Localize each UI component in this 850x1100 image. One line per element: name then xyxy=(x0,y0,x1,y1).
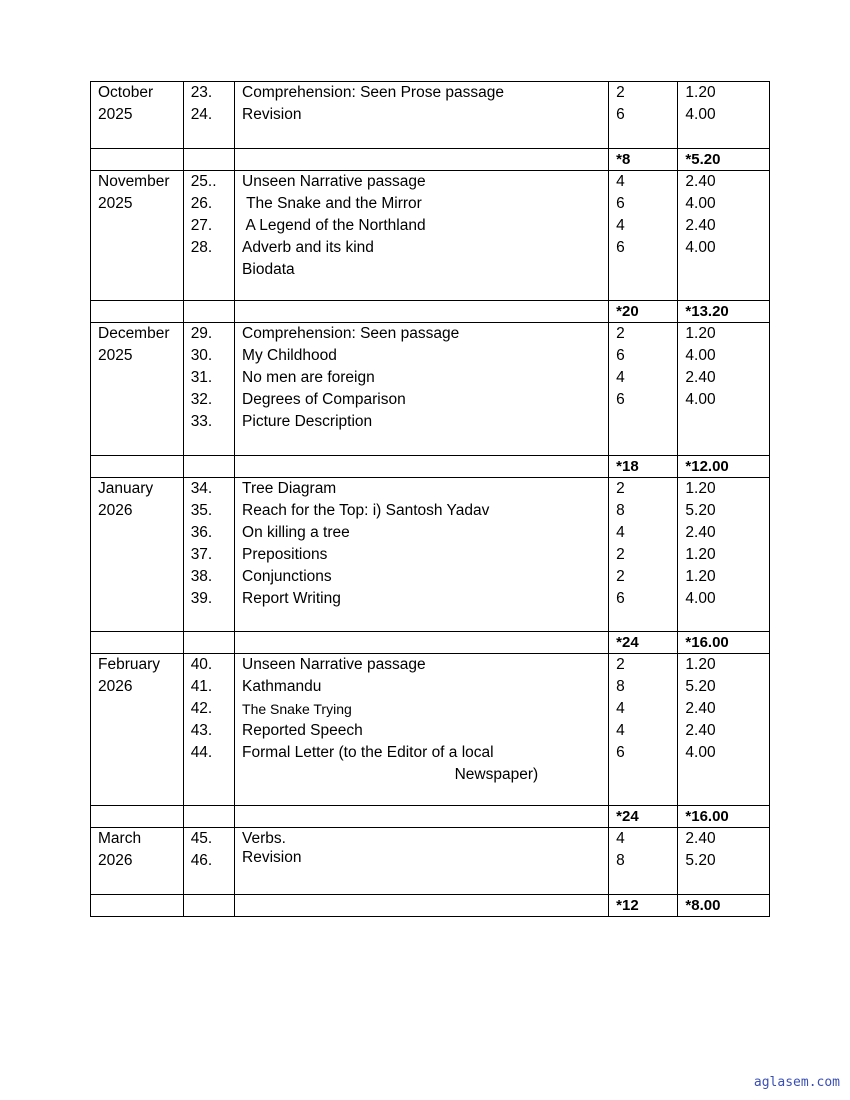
total-marks: *12.00 xyxy=(678,456,770,478)
number-cell: 29. 30. 31. 32. 33. xyxy=(183,323,234,456)
number-cell: 45. 46. xyxy=(183,828,234,895)
periods-cell: 2 8 4 2 2 6 xyxy=(609,478,678,632)
total-periods: *8 xyxy=(609,149,678,171)
syllabus-table xyxy=(90,81,770,917)
marks-cell: 2.40 4.00 2.40 4.00 xyxy=(678,171,770,301)
total-periods: *18 xyxy=(609,456,678,478)
total-periods: *24 xyxy=(609,632,678,654)
month-cell: October 2025 xyxy=(91,82,184,149)
topic-cell: Unseen Narrative passage Kathmandu The Snake Trying Reported Speech Formal Letter (to the Editor of a local Newspaper) xyxy=(235,654,609,806)
month-cell: March 2026 xyxy=(91,828,184,895)
month-cell: February 2026 xyxy=(91,654,184,806)
periods-cell: 4 8 xyxy=(609,828,678,895)
total-marks: *16.00 xyxy=(678,632,770,654)
total-periods: *12 xyxy=(609,895,678,917)
periods-cell: 2 6 xyxy=(609,82,678,149)
month-row-january xyxy=(91,478,770,632)
topic-cell: Unseen Narrative passage The Snake and the Mirror A Legend of the Northland Adverb and its kind Biodata xyxy=(235,171,609,301)
total-row-december xyxy=(91,456,770,478)
number-cell: 23. 24. xyxy=(183,82,234,149)
total-periods: *20 xyxy=(609,301,678,323)
marks-cell: 2.40 5.20 xyxy=(678,828,770,895)
periods-cell: 2 8 4 4 6 xyxy=(609,654,678,806)
footer-watermark: aglasem.com xyxy=(753,1075,840,1090)
month-cell: January 2026 xyxy=(91,478,184,632)
total-marks: *13.20 xyxy=(678,301,770,323)
periods-cell: 2 6 4 6 xyxy=(609,323,678,456)
month-cell: November 2025 xyxy=(91,171,184,301)
total-row-february xyxy=(91,806,770,828)
number-cell: 40. 41. 42. 43. 44. xyxy=(183,654,234,806)
month-row-february xyxy=(91,654,770,806)
month-row-november xyxy=(91,171,770,301)
total-row-november xyxy=(91,301,770,323)
marks-cell: 1.20 5.20 2.40 1.20 1.20 4.00 xyxy=(678,478,770,632)
topic-cell: Comprehension: Seen passage My Childhood No men are foreign Degrees of Comparison Picture Description xyxy=(235,323,609,456)
total-row-march xyxy=(91,895,770,917)
marks-cell: 1.20 4.00 xyxy=(678,82,770,149)
total-row-january xyxy=(91,632,770,654)
month-row-october xyxy=(91,82,770,149)
periods-cell: 4 6 4 6 xyxy=(609,171,678,301)
total-marks: *5.20 xyxy=(678,149,770,171)
number-cell: 25.. 26. 27. 28. xyxy=(183,171,234,301)
topic-cell: Comprehension: Seen Prose passage Revision xyxy=(235,82,609,149)
topic-cell: Tree Diagram Reach for the Top: i) Santosh Yadav On killing a tree Prepositions Conjunctions Report Writing xyxy=(235,478,609,632)
total-marks: *8.00 xyxy=(678,895,770,917)
month-row-march xyxy=(91,828,770,895)
total-periods: *24 xyxy=(609,806,678,828)
number-cell: 34. 35. 36. 37. 38. 39. xyxy=(183,478,234,632)
total-row-october xyxy=(91,149,770,171)
total-marks: *16.00 xyxy=(678,806,770,828)
topic-cell: Verbs. Revision xyxy=(235,828,609,895)
marks-cell: 1.20 4.00 2.40 4.00 xyxy=(678,323,770,456)
month-cell: December 2025 xyxy=(91,323,184,456)
marks-cell: 1.20 5.20 2.40 2.40 4.00 xyxy=(678,654,770,806)
month-row-december xyxy=(91,323,770,456)
